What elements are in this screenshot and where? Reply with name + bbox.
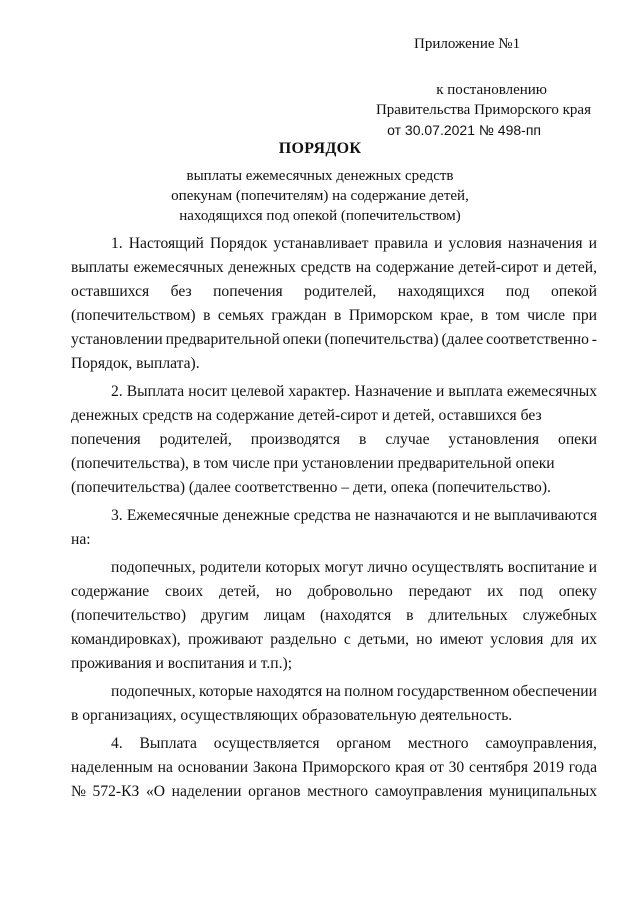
word: передают bbox=[408, 583, 472, 600]
word: опекой bbox=[550, 283, 597, 300]
word: попечения bbox=[71, 431, 141, 448]
p2-line-1: 2. Выплата носит целевой характер. Назначение и выплата ежемесячных bbox=[111, 383, 597, 400]
p2-line-3 bbox=[71, 428, 597, 452]
p3-line-2: на: bbox=[71, 531, 91, 548]
p4-line-3: № 572-КЗ «О наделении органов местного самоуправления муниципальных bbox=[71, 783, 597, 800]
word: попечения bbox=[213, 283, 283, 300]
p2-line-5: (попечительства) (далее соответственно – дети, опека (попечительство). bbox=[71, 479, 551, 496]
p3a-line-1: подопечных, родители которых могут лично осуществлять воспитание и bbox=[111, 559, 597, 576]
word: лицам bbox=[263, 607, 306, 624]
word: (находятся bbox=[319, 607, 392, 624]
document-subtitle bbox=[0, 166, 640, 226]
word: содержание bbox=[71, 583, 150, 600]
word: производятся bbox=[250, 431, 340, 448]
word: случае bbox=[385, 431, 430, 448]
word: добровольно bbox=[307, 583, 393, 600]
word: под bbox=[519, 583, 543, 600]
p4-line-1 bbox=[71, 732, 597, 756]
word: их bbox=[487, 583, 504, 600]
word: в bbox=[358, 431, 367, 448]
word: родителей, bbox=[159, 431, 232, 448]
p2-line-4: (попечительства), в том числе при установлении предварительной опеки bbox=[71, 455, 555, 472]
word: оставшихся bbox=[71, 283, 150, 300]
paragraph-3-item-1 bbox=[71, 556, 597, 676]
paragraph-4 bbox=[71, 732, 597, 804]
p1-line-5: установлении предварительной опеки (попечительства) (далее соответственно - bbox=[71, 331, 597, 348]
word: Выплата bbox=[139, 735, 197, 752]
word: осуществляется bbox=[213, 735, 320, 752]
p3-line-1: 3. Ежемесячные денежные средства не назначаются и не выплачиваются bbox=[111, 507, 597, 524]
p4-line-2: наделенным на основании Закона Приморского края от 30 сентября 2019 года bbox=[71, 759, 597, 776]
word: под bbox=[505, 283, 530, 300]
document-body bbox=[71, 232, 597, 804]
p3a-line-3 bbox=[71, 604, 597, 628]
word: длительных bbox=[428, 607, 508, 624]
p3a-line-4: командировках), проживают раздельно с детьми, но имеют условия для их bbox=[71, 631, 597, 648]
p3a-line-5: проживания и воспитания и т.п.); bbox=[71, 655, 293, 672]
word: в bbox=[406, 607, 414, 624]
subtitle-line-1: выплаты ежемесячных денежных средств bbox=[186, 168, 454, 184]
resolution-date-number: от 30.07.2021 № 498-пп bbox=[387, 122, 541, 138]
word: установления bbox=[448, 431, 540, 448]
p1-line-2: выплаты ежемесячных денежных средств на содержание детей-сирот и детей, bbox=[71, 259, 597, 276]
subtitle-line-2: опекунам (попечителям) на содержание детей, bbox=[171, 188, 469, 204]
document-title: ПОРЯДОК bbox=[278, 140, 362, 157]
word: опеки bbox=[558, 431, 597, 448]
p3b-line-2: в организациях, осуществляющих образовательную деятельность. bbox=[71, 707, 513, 724]
subtitle-line-3: находящихся под опекой (попечительством) bbox=[179, 208, 461, 224]
resolution-reference bbox=[355, 80, 591, 140]
word: находящихся bbox=[397, 283, 485, 300]
p1-line-6: Порядок, выплата). bbox=[71, 355, 200, 372]
word: родителей, bbox=[304, 283, 377, 300]
word: органом bbox=[336, 735, 391, 752]
paragraph-3-item-2 bbox=[71, 680, 597, 728]
p3b-line-1: подопечных, которые находятся на полном государственном обеспечении bbox=[111, 683, 597, 700]
word: самоуправления, bbox=[485, 735, 597, 752]
paragraph-1 bbox=[71, 232, 597, 376]
word: опеку bbox=[558, 583, 597, 600]
word: детей, bbox=[218, 583, 260, 600]
p1-line-1: 1. Настоящий Порядок устанавливает правила и условия назначения и bbox=[111, 235, 597, 252]
word: (попечительство) bbox=[71, 607, 187, 624]
p1-line-4: (попечительством) в семьях граждан в Приморском крае, в том числе при bbox=[71, 307, 597, 324]
resolution-line-2: Правительства Приморского края bbox=[375, 102, 591, 118]
p1-line-3 bbox=[71, 280, 597, 304]
paragraph-2 bbox=[71, 380, 597, 500]
word: без bbox=[170, 283, 192, 300]
resolution-line-1: к постановлению bbox=[436, 82, 547, 98]
word: служебных bbox=[522, 607, 597, 624]
paragraph-3 bbox=[71, 504, 597, 552]
word: 4. bbox=[111, 735, 123, 752]
p2-line-2: денежных средств на содержание детей-сирот и детей, оставшихся без bbox=[71, 407, 542, 424]
word: своих bbox=[165, 583, 204, 600]
word: другим bbox=[200, 607, 249, 624]
word: но bbox=[275, 583, 292, 600]
annex-label: Приложение №1 bbox=[414, 36, 521, 52]
p3a-line-2 bbox=[71, 580, 597, 604]
word: местного bbox=[407, 735, 469, 752]
